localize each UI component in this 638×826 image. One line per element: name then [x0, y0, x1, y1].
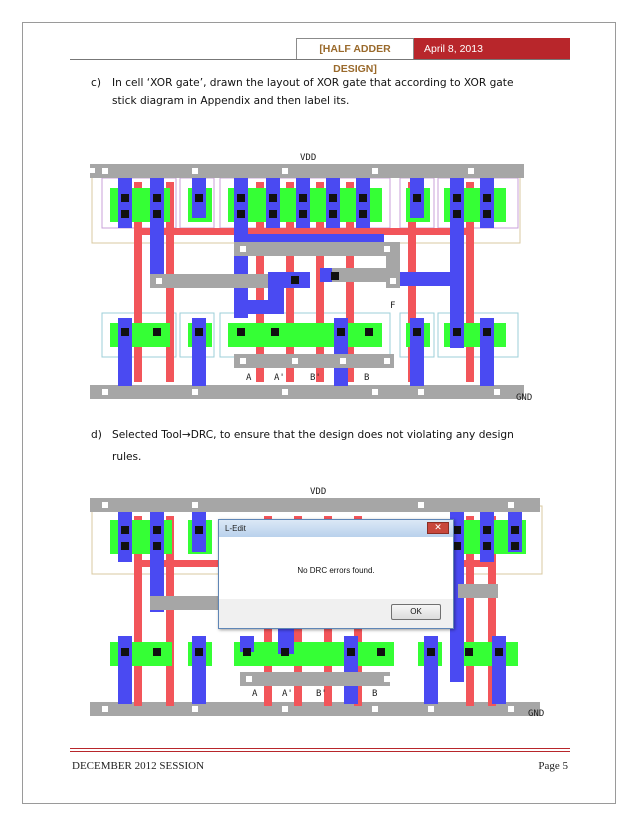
- close-icon[interactable]: ✕: [427, 522, 449, 534]
- gnd-label: GND: [516, 393, 533, 403]
- step-d-paragraph: [91, 426, 514, 466]
- header-date: April 8, 2013: [414, 38, 570, 60]
- input-a-label: A: [252, 689, 258, 699]
- vdd-rail: [90, 164, 524, 178]
- gnd-rail: [90, 385, 524, 399]
- dialog-message: No DRC errors found.: [297, 566, 375, 575]
- step-d-line1: Selected Tool→DRC, to ensure that the design does not violating any design: [112, 429, 514, 441]
- input-b-label: B: [364, 373, 370, 383]
- ok-button[interactable]: OK: [391, 604, 441, 620]
- footer-rule: [70, 748, 570, 749]
- input-a-label: A: [246, 373, 252, 383]
- step-c-label: c): [91, 77, 101, 89]
- vdd-label: VDD: [300, 153, 317, 163]
- vdd-label: VDD: [310, 487, 327, 497]
- header-title: [HALF ADDER DESIGN]: [296, 38, 414, 60]
- footer-page-number: Page 5: [538, 760, 568, 772]
- header-rule: [70, 59, 570, 60]
- footer-session: DECEMBER 2012 SESSION: [72, 760, 205, 772]
- input-bbar-label: B': [310, 373, 321, 383]
- step-d-line2: rules.: [112, 451, 142, 463]
- input-abar-label: A': [274, 373, 285, 383]
- input-bbar-label: B': [316, 689, 327, 699]
- drc-dialog: [218, 519, 454, 629]
- step-c-line2: stick diagram in Appendix and then label its.: [112, 95, 350, 107]
- input-abar-label: A': [282, 689, 293, 699]
- step-c-paragraph: [91, 74, 513, 110]
- input-b-label: B: [372, 689, 378, 699]
- vdd-rail: [90, 498, 540, 512]
- step-d-label: d): [91, 429, 102, 441]
- gnd-label: GND: [528, 709, 545, 719]
- output-f-label: F: [390, 301, 396, 311]
- footer-rule-2: [70, 751, 570, 752]
- step-c-line1: In cell ‘XOR gate’, drawn the layout of XOR gate that according to XOR gate: [112, 77, 514, 89]
- dialog-body: [219, 537, 453, 599]
- dialog-title: L-Edit: [219, 520, 453, 537]
- xor-layout-figure: [88, 148, 540, 408]
